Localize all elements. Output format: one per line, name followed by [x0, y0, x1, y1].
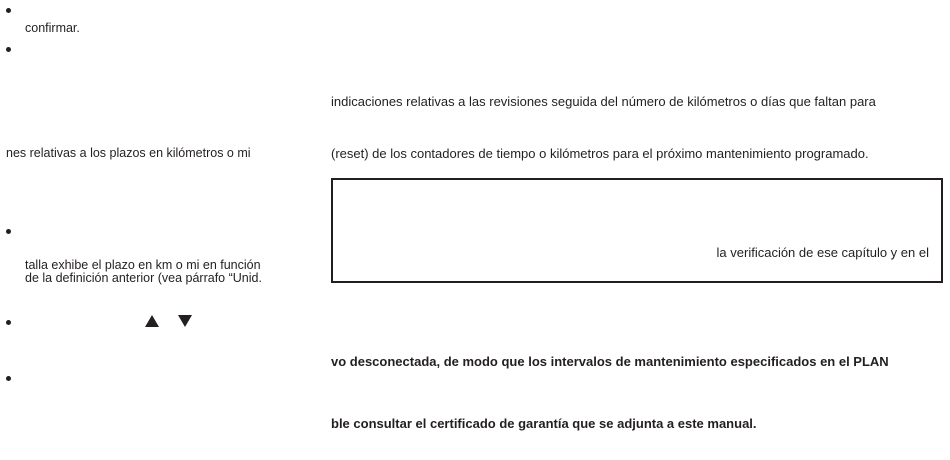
bold-text-garantia: ble consultar el certificado de garantía que se adjunta a este manual.	[331, 416, 757, 431]
bold-text-plan: vo desconectada, de modo que los intervalos de mantenimiento especificados en el PLAN	[331, 354, 889, 369]
right-text-indicaciones: indicaciones relativas a las revisiones seguida del número de kilómetros o días que faltan para	[331, 94, 876, 109]
bullet-1	[6, 8, 11, 13]
bullet-5	[6, 376, 11, 381]
right-text-reset: (reset) de los contadores de tiempo o kilómetros para el próximo mantenimiento programado.	[331, 146, 869, 161]
bullet-2	[6, 47, 11, 52]
triangle-up-icon	[145, 315, 159, 327]
notice-box	[331, 178, 943, 283]
left-text-talla-1: talla exhibe el plazo en km o mi en función	[25, 258, 261, 272]
notice-box-text: la verificación de ese capítulo y en el	[716, 245, 929, 260]
triangle-down-icon	[178, 315, 192, 327]
left-text-plazos: nes relativas a los plazos en kilómetros o mi	[6, 146, 251, 160]
left-text-confirmar: confirmar.	[25, 21, 80, 35]
bullet-3	[6, 229, 11, 234]
left-text-talla-2: de la definición anterior (vea párrafo “Unid.	[25, 271, 262, 285]
bullet-4	[6, 320, 11, 325]
